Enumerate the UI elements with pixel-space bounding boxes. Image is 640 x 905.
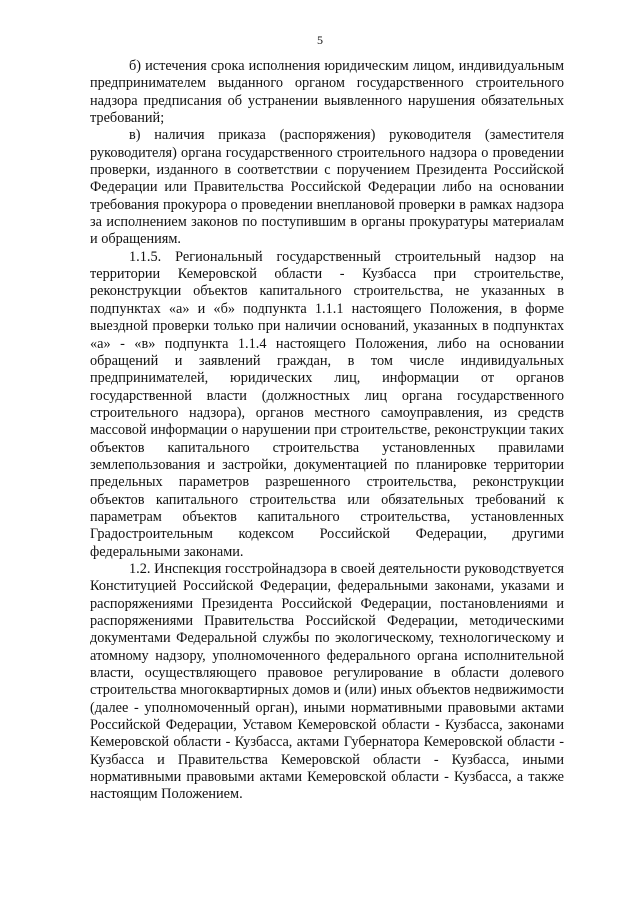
paragraph-1-2: 1.2. Инспекция госстройнадзора в своей деятельности руководствуется Конституцией Российской Федерации, федеральными законами, указами и распоряжениями Президента Российской Федерации, постановлениями и распоряжениями Правительства Российской Федерации, методическими документами Федеральной службы по экологическому, технологическому и атомному надзору, уполномоченного федерального органа исполнительной власти, осуществляющего правовое регулирование в области долевого строительства многоквартирных домов и (или) иных объектов недвижимости (далее - уполномоченный орган), иными нормативными правовыми актами Российской Федерации, Уставом Кемеровской области - Кузбасса, законами Кемеровской области - Кузбасса, актами Губернатора Кемеровской области - Кузбасса и Правительства Кемеровской области - Кузбасса, иными нормативными правовыми актами Кемеровской области - Кузбасса, а также настоящим Положением. (90, 560, 564, 803)
paragraph-subitem-v: в) наличия приказа (распоряжения) руководителя (заместителя руководителя) органа государственного строительного надзора о проведении проверки, изданного в соответствии с поручением Президента Российской Федерации или Правительства Российской Федерации либо на основании требования прокурора о проведении внеплановой проверки в рамках надзора за исполнением законов по поступившим в органы прокуратуры материалам и обращениям. (90, 127, 564, 248)
page-number: 5 (317, 33, 323, 47)
paragraph-subitem-b: б) истечения срока исполнения юридическим лицом, индивидуальным предпринимателем выданного органом государственного строительного надзора предписания об устранении выявленного нарушения обязательных требований; (90, 58, 564, 127)
paragraph-1-1-5: 1.1.5. Региональный государственный строительный надзор на территории Кемеровской области - Кузбасса при строительстве, реконструкции объектов капитального строительства, не указанных в подпунктах «а» и «б» подпункта 1.1.1 настоящего Положения, в форме выездной проверки только при наличии оснований, указанных в подпунктах «а» - «в» подпункта 1.1.4 настоящего Положения, либо на основании обращений и заявлений граждан, в том числе индивидуальных предпринимателей, юридических лиц, информации от органов государственной власти (должностных лиц органа государственного строительного надзора), органов местного самоуправления, из средств массовой информации о нарушении при строительстве, реконструкции таких объектов капитального строительства установленных правилами землепользования и застройки, документацией по планировке территории предельных параметров разрешенного строительства, реконструкции объектов капитального строительства или обязательных требований к параметрам объектов капитального строительства, установленных Градостроительным кодексом Российской Федерации, другими федеральными законами. (90, 248, 564, 560)
document-body (90, 58, 564, 804)
